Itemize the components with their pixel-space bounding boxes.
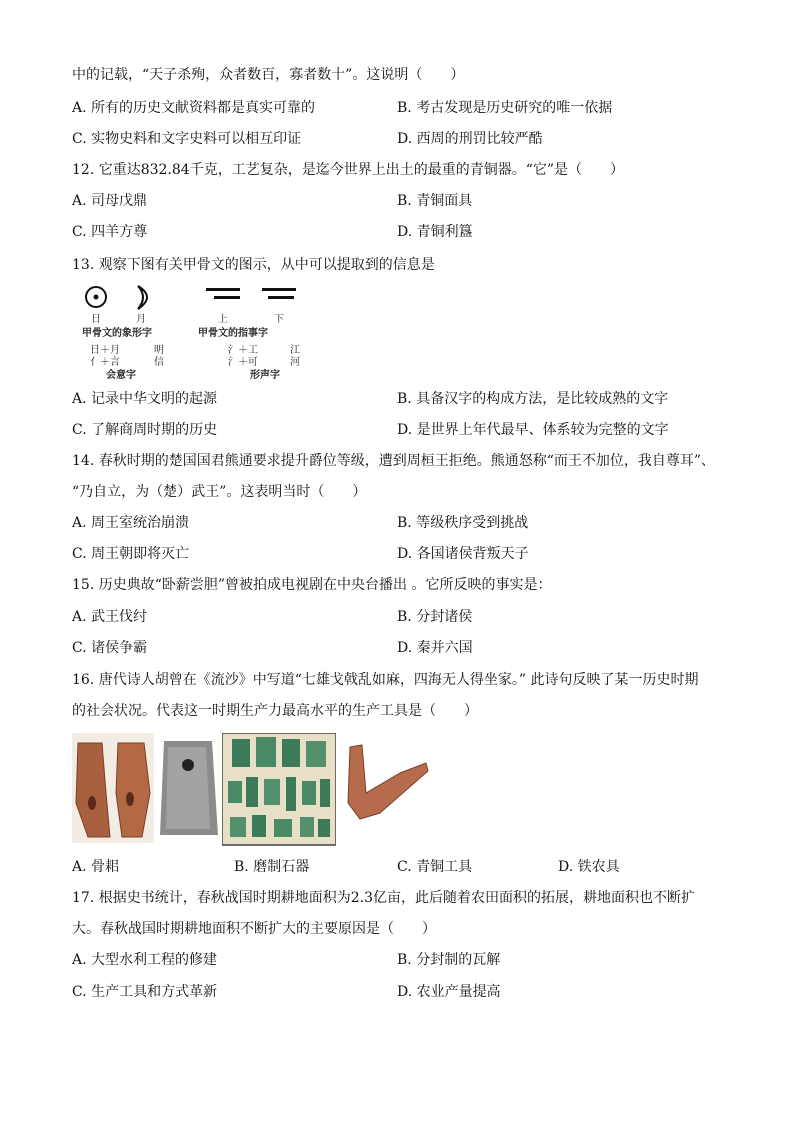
q17-option-b[interactable]: B. 分封制的瓦解 <box>397 952 501 968</box>
caption-phonosemantic: 形声字 <box>250 370 280 381</box>
q14-stem-line2: “乃自立，为（楚）武王”。这表明当时（ ） <box>72 484 367 500</box>
q13-option-b[interactable]: B. 具备汉字的构成方法，是比较成熟的文字 <box>397 391 669 407</box>
bone-spade-photo <box>72 733 154 848</box>
sun-glyph <box>86 287 106 307</box>
q16-stem-line2: 的社会状况。代表这一时期生产力最高水平的生产工具是（ ） <box>72 703 478 719</box>
q11-option-a[interactable]: A. 所有的历史文献资料都是真实可靠的 <box>72 100 316 116</box>
q12-stem: 12. 它重达832.84千克，工艺复杂，是迄今世界上出土的最重的青铜器。“它”是（ ） <box>72 162 625 178</box>
xingsheng-row2-parts: 氵＋可 <box>228 357 258 368</box>
q14-option-c[interactable]: C. 周王朝即将灭亡 <box>72 546 190 562</box>
huiyi-row1-parts: 日＋月 <box>90 345 120 356</box>
q15-option-b[interactable]: B. 分封诸侯 <box>397 609 473 625</box>
q13-option-a[interactable]: A. 记录中华文明的起源 <box>72 391 218 407</box>
oracle-bone-figure <box>78 282 318 382</box>
bronze-tools-photo <box>222 733 336 848</box>
q12-option-c[interactable]: C. 四羊方尊 <box>72 224 148 240</box>
huiyi-row2-result: 信 <box>154 357 164 368</box>
huiyi-row2-parts: 亻＋言 <box>90 357 120 368</box>
q16-option-c[interactable]: C. 青铜工具 <box>397 859 473 875</box>
q11-option-b[interactable]: B. 考古发现是历史研究的唯一依据 <box>397 100 613 116</box>
shang-glyph <box>206 288 240 299</box>
q12-option-a[interactable]: A. 司母戊鼎 <box>72 193 148 209</box>
label-yue: 月 <box>136 314 146 325</box>
q15-option-d[interactable]: D. 秦并六国 <box>397 640 473 656</box>
q16-stem-line1: 16. 唐代诗人胡曾在《流沙》中写道“七雄戈戟乱如麻，四海无人得坐家。” 此诗句反映了某一历史时期 <box>72 672 699 688</box>
iron-tool-photo <box>340 733 434 848</box>
q16-option-a[interactable]: A. 骨耜 <box>72 859 120 875</box>
q11-stem-continuation: 中的记载，“天子杀殉，众者数百，寡者数十”。这说明（ ） <box>72 67 465 83</box>
huiyi-row1-result: 明 <box>154 345 164 356</box>
label-xia: 下 <box>274 314 284 325</box>
caption-indicative: 甲骨文的指事字 <box>198 328 268 339</box>
q13-option-c[interactable]: C. 了解商周时期的历史 <box>72 422 218 438</box>
q15-stem: 15. 历史典故“卧薪尝胆”曾被拍成电视剧在中央台播出 。它所反映的事实是： <box>72 577 552 593</box>
q11-option-d[interactable]: D. 西周的刑罚比较严酷 <box>397 131 543 147</box>
q16-option-d[interactable]: D. 铁农具 <box>558 859 620 875</box>
q12-option-b[interactable]: B. 青铜面具 <box>397 193 473 209</box>
caption-compound: 会意字 <box>106 370 136 381</box>
xingsheng-row1-parts: 氵＋工 <box>228 345 258 356</box>
q17-option-c[interactable]: C. 生产工具和方式革新 <box>72 984 218 1000</box>
polished-stone-tool-photo <box>156 733 220 848</box>
q17-option-a[interactable]: A. 大型水利工程的修建 <box>72 952 218 968</box>
q13-option-d[interactable]: D. 是世界上年代最早、体系较为完整的文字 <box>397 422 669 438</box>
label-shang: 上 <box>218 314 228 325</box>
q17-stem-line1: 17. 根据史书统计，春秋战国时期耕地面积为2.3亿亩，此后随着农田面积的拓展，耕地面积也不断扩 <box>72 890 695 906</box>
q17-option-d[interactable]: D. 农业产量提高 <box>397 984 501 1000</box>
xingsheng-row1-result: 江 <box>290 345 300 356</box>
q14-option-b[interactable]: B. 等级秩序受到挑战 <box>397 515 529 531</box>
xia-glyph <box>262 288 296 299</box>
q15-option-a[interactable]: A. 武王伐纣 <box>72 609 148 625</box>
q12-option-d[interactable]: D. 青铜利簋 <box>397 224 473 240</box>
q14-option-d[interactable]: D. 各国诸侯背叛天子 <box>397 546 529 562</box>
caption-pictograph: 甲骨文的象形字 <box>82 328 152 339</box>
q17-stem-line2: 大。春秋战国时期耕地面积不断扩大的主要原因是（ ） <box>72 921 436 937</box>
label-ri: 日 <box>91 314 101 325</box>
q11-option-c[interactable]: C. 实物史料和文字史料可以相互印证 <box>72 131 302 147</box>
xingsheng-row2-result: 河 <box>290 357 300 368</box>
q14-option-a[interactable]: A. 周王室统治崩溃 <box>72 515 190 531</box>
q15-option-c[interactable]: C. 诸侯争霸 <box>72 640 148 656</box>
q16-option-b[interactable]: B. 磨制石器 <box>234 859 310 875</box>
q14-stem-line1: 14. 春秋时期的楚国国君熊通要求提升爵位等级，遭到周桓王拒绝。熊通怒称“而王不加位，我自尊耳”、 <box>72 453 716 469</box>
q13-stem: 13. 观察下图有关甲骨文的图示，从中可以提取到的信息是 <box>72 257 435 273</box>
moon-glyph <box>138 286 147 309</box>
